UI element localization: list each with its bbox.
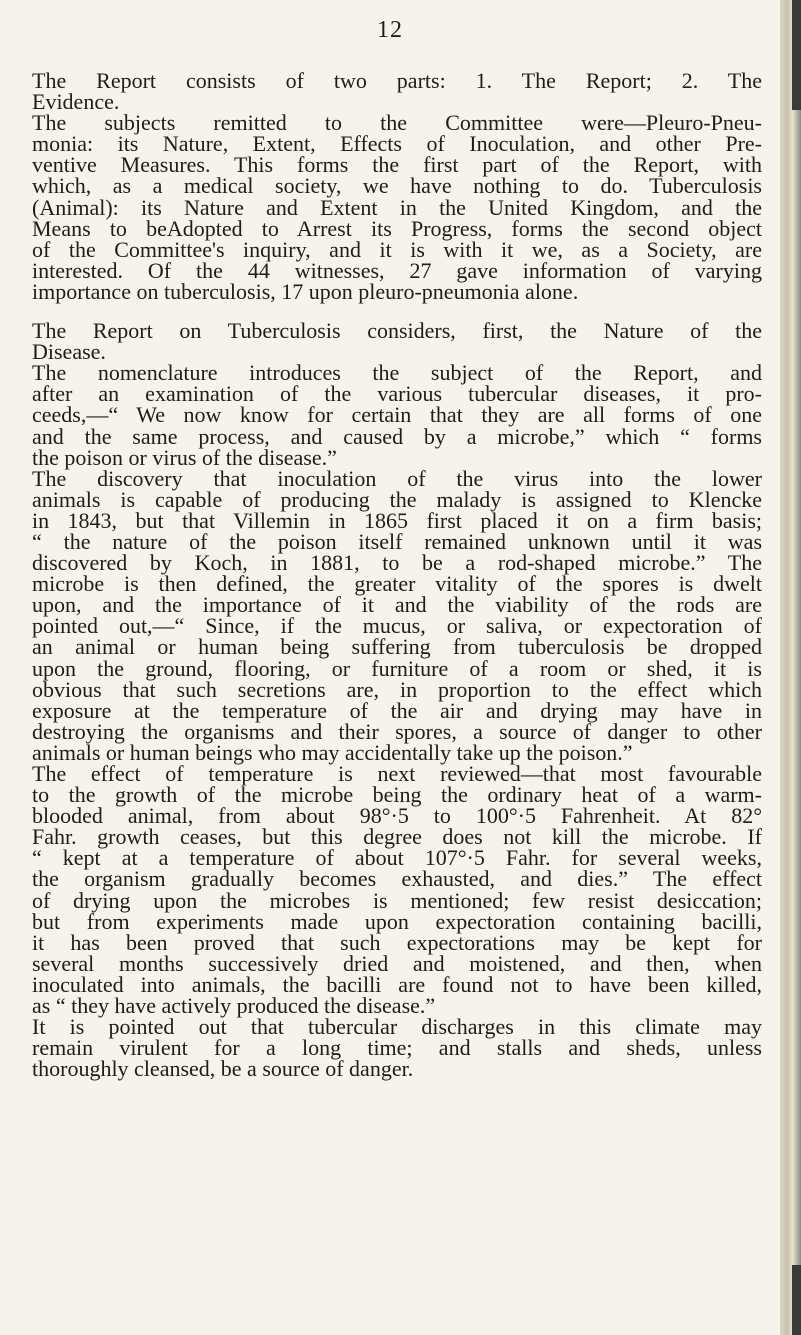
paragraph [32,761,762,1019]
page-number: 12 [377,17,403,43]
text-line: several months successively dried and moistened, and then, when [32,950,762,976]
paragraph [32,360,762,470]
text-line: Fahr. growth ceases, but this degree does not kill the microbe. If [32,824,762,850]
text-line: The subjects remitted to the Committee were—Pleuro-Pneu- [32,110,762,136]
text-line: It is pointed out that tubercular discharges in this climate may [32,1014,762,1040]
text-line: thoroughly cleansed, be a source of danger. [32,1056,414,1082]
text-line: The Report consists of two parts: 1. The Report; 2. The [32,68,762,93]
text-line: exposure at the temperature of the air and drying may have in [32,697,762,723]
text-line: The nomenclature introduces the subject of the Report, and [32,360,762,386]
paragraph [32,465,762,765]
paragraph [32,318,762,365]
text-line: of the Committee's inquiry, and it is with it we, as a Society, are [32,236,762,262]
text-line: “ the nature of the poison itself remained unknown until it was [32,528,762,554]
text-line: the poison or virus of the disease.” [32,444,337,470]
page-edge [780,0,801,1335]
text-line: and the same process, and caused by a microbe,” which “ forms [32,423,762,449]
text-line: remain virulent for a long time; and stalls and sheds, unless [32,1035,762,1061]
body-text [32,68,762,1082]
text-line: Disease. [32,339,106,365]
text-line: an animal or human being suffering from tuberculosis be dropped [32,634,762,660]
text-line: importance on tuberculosis, 17 upon pleuro-pneumonia alone. [32,278,579,304]
text-line: ventive Measures. This forms the first part of the Report, with [32,152,762,178]
text-line: the organism gradually becomes exhausted, and dies.” The effect [32,866,762,892]
text-line: pointed out,—“ Since, if the mucus, or saliva, or expectoration of [32,613,762,639]
text-line: monia: its Nature, Extent, Effects of Inoculation, and other Pre- [32,131,762,157]
text-line: The Report on Tuberculosis considers, first, the Nature of the [32,318,762,344]
text-line: destroying the organisms and their spores, a source of danger to other [32,718,762,744]
paragraph [32,112,762,302]
text-line: of drying upon the microbes is mentioned; few resist desiccation; [32,887,762,913]
text-line: inoculated into animals, the bacilli are found not to have been killed, [32,971,762,997]
text-line: in 1843, but that Villemin in 1865 first placed it on a firm basis; [32,507,762,533]
page-edge-shadow-top [792,0,801,110]
text-line: to the growth of the microbe being the ordinary heat of a warm- [32,782,762,808]
paragraph [32,1014,762,1082]
text-line: interested. Of the 44 witnesses, 27 gave information of varying [32,257,762,283]
text-line: Means to beAdopted to Arrest its Progress, forms the second object [32,215,762,241]
paragraph [32,68,762,115]
text-line: but from experiments made upon expectoration containing bacilli, [32,908,762,934]
text-line: blooded animal, from about 98°·5 to 100°·5 Fahrenheit. At 82° [32,803,762,829]
text-line: upon the ground, flooring, or furniture of a room or shed, it is [32,655,762,681]
text-line: animals is capable of producing the malady is assigned to Klencke [32,486,762,512]
text-line: animals or human beings who may accidentally take up the poison.” [32,739,633,765]
text-line: The effect of temperature is next reviewed—that most favourable [32,761,762,786]
text-line: (Animal): its Nature and Extent in the United Kingdom, and the [32,194,762,220]
text-line: upon, and the importance of it and the viability of the rods are [32,592,762,618]
text-line: it has been proved that such expectorations may be kept for [32,929,762,955]
text-line: discovered by Koch, in 1881, to be a rod-shaped microbe.” The [32,550,762,576]
page-edge-shadow-bottom [792,1265,801,1335]
text-line: obvious that such secretions are, in proportion to the effect which [32,676,762,702]
text-line: which, as a medical society, we have nothing to do. Tuberculosis [32,173,762,199]
text-line: The discovery that inoculation of the virus into the lower [32,465,762,491]
text-line: “ kept at a temperature of about 107°·5 Fahr. for several weeks, [32,845,762,871]
text-line: microbe is then defined, the greater vitality of the spores is dwelt [32,571,762,597]
text-line: Evidence. [32,89,120,115]
text-line: after an examination of the various tubercular diseases, it pro- [32,381,762,407]
text-line: as “ they have actively produced the disease.” [32,993,436,1019]
text-line: ceeds,—“ We now know for certain that they are all forms of one [32,402,762,428]
